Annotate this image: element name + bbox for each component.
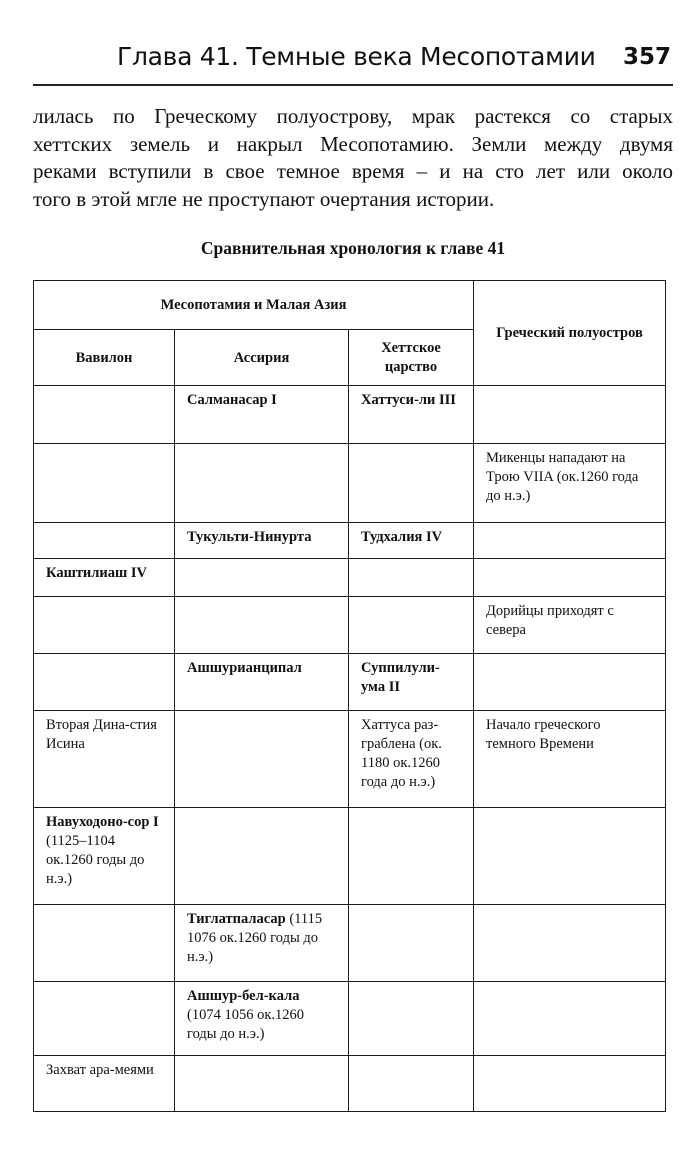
cell-greece (474, 559, 666, 597)
cell-assyria (175, 905, 349, 982)
cell-babylon (34, 386, 175, 444)
assyria-ruler-name: Тиглатпаласар (187, 911, 286, 927)
cell-babylon (34, 905, 175, 982)
cell-greece: Микенцы нападают на Трою VIIA (ок.1260 года до н.э.) (474, 444, 666, 523)
cell-hittite (349, 444, 474, 523)
table-caption: Сравнительная хронология к главе 41 (200, 238, 506, 258)
cell-greece (474, 905, 666, 982)
cell-assyria (175, 597, 349, 654)
cell-assyria (175, 808, 349, 905)
table-header-row (34, 281, 666, 330)
running-head (33, 38, 673, 86)
table-row (34, 711, 666, 808)
table-row (34, 559, 666, 597)
table-row (34, 654, 666, 711)
chronology-table (33, 280, 666, 1112)
assyria-ruler-dates: (1115 1076 ок.1260 годы до н.э.) (187, 911, 323, 965)
cell-babylon (34, 982, 175, 1056)
table-row (34, 444, 666, 523)
cell-hittite (349, 808, 474, 905)
cell-hittite (349, 905, 474, 982)
chapter-title: Глава 41. Темные века Месопотамии (117, 42, 596, 71)
table-row (34, 1056, 666, 1112)
body-paragraph (33, 103, 673, 213)
cell-greece (474, 1056, 666, 1112)
cell-assyria: Ашшурианципал (175, 654, 349, 711)
cell-greece (474, 386, 666, 444)
paragraph-line: реками вступили в свое темное время – и на сто лет или около (33, 159, 673, 184)
header-assyria: Ассирия (175, 330, 349, 386)
cell-hittite: Хаттуса раз-граблена (ок. 1180 ок.1260 года до н.э.) (349, 711, 474, 808)
group-header-mesopotamia: Месопотамия и Малая Азия (34, 281, 474, 330)
header-greek-peninsula: Греческий полуостров (474, 281, 666, 386)
cell-babylon: Захват ара-меями (34, 1056, 175, 1112)
babylon-ruler-dates: (1125–1104 ок.1260 годы до н.э.) (46, 833, 145, 887)
paragraph-line: хеттских земель и накрыл Месопотамию. Земли между двумя (33, 131, 673, 156)
table-row (34, 386, 666, 444)
cell-hittite: Тудхалия IV (349, 523, 474, 559)
cell-greece (474, 523, 666, 559)
table-row (34, 982, 666, 1056)
cell-assyria: Тукульти-Нинурта (175, 523, 349, 559)
cell-greece: Дорийцы приходят с севера (474, 597, 666, 654)
assyria-ruler-name: Ашшур-бел-кала (187, 988, 300, 1004)
cell-babylon (34, 523, 175, 559)
cell-babylon (34, 444, 175, 523)
table-row (34, 905, 666, 982)
header-hittite: Хеттское царство (349, 330, 474, 386)
table-row (34, 523, 666, 559)
table-row (34, 808, 666, 905)
paragraph-line: того в этой мгле не проступают очертания истории. (33, 186, 495, 211)
cell-assyria: Салманасар I (175, 386, 349, 444)
cell-hittite (349, 1056, 474, 1112)
cell-hittite: Хаттуси-ли III (349, 386, 474, 444)
cell-hittite (349, 597, 474, 654)
cell-hittite: Суппилули-ума II (349, 654, 474, 711)
cell-assyria (175, 1056, 349, 1112)
page-number: 357 (622, 44, 671, 70)
babylon-ruler-name: Навуходоно-сор I (46, 814, 159, 830)
header-babylon: Вавилон (34, 330, 175, 386)
cell-greece (474, 808, 666, 905)
cell-babylon (34, 654, 175, 711)
cell-assyria (175, 559, 349, 597)
paragraph-line: лилась по Греческому полуострову, мрак растекся со старых (33, 104, 673, 128)
cell-babylon: Каштилиаш IV (34, 559, 175, 597)
cell-hittite (349, 982, 474, 1056)
cell-babylon (34, 808, 175, 905)
assyria-ruler-dates: (1074 1056 ок.1260 годы до н.э.) (187, 1007, 304, 1042)
cell-assyria (175, 711, 349, 808)
cell-assyria (175, 444, 349, 523)
cell-babylon: Вторая Дина-стия Исина (34, 711, 175, 808)
cell-babylon (34, 597, 175, 654)
table-row (34, 597, 666, 654)
cell-greece (474, 654, 666, 711)
cell-hittite (349, 559, 474, 597)
cell-assyria (175, 982, 349, 1056)
cell-greece (474, 982, 666, 1056)
cell-greece: Начало греческого темного Времени (474, 711, 666, 808)
